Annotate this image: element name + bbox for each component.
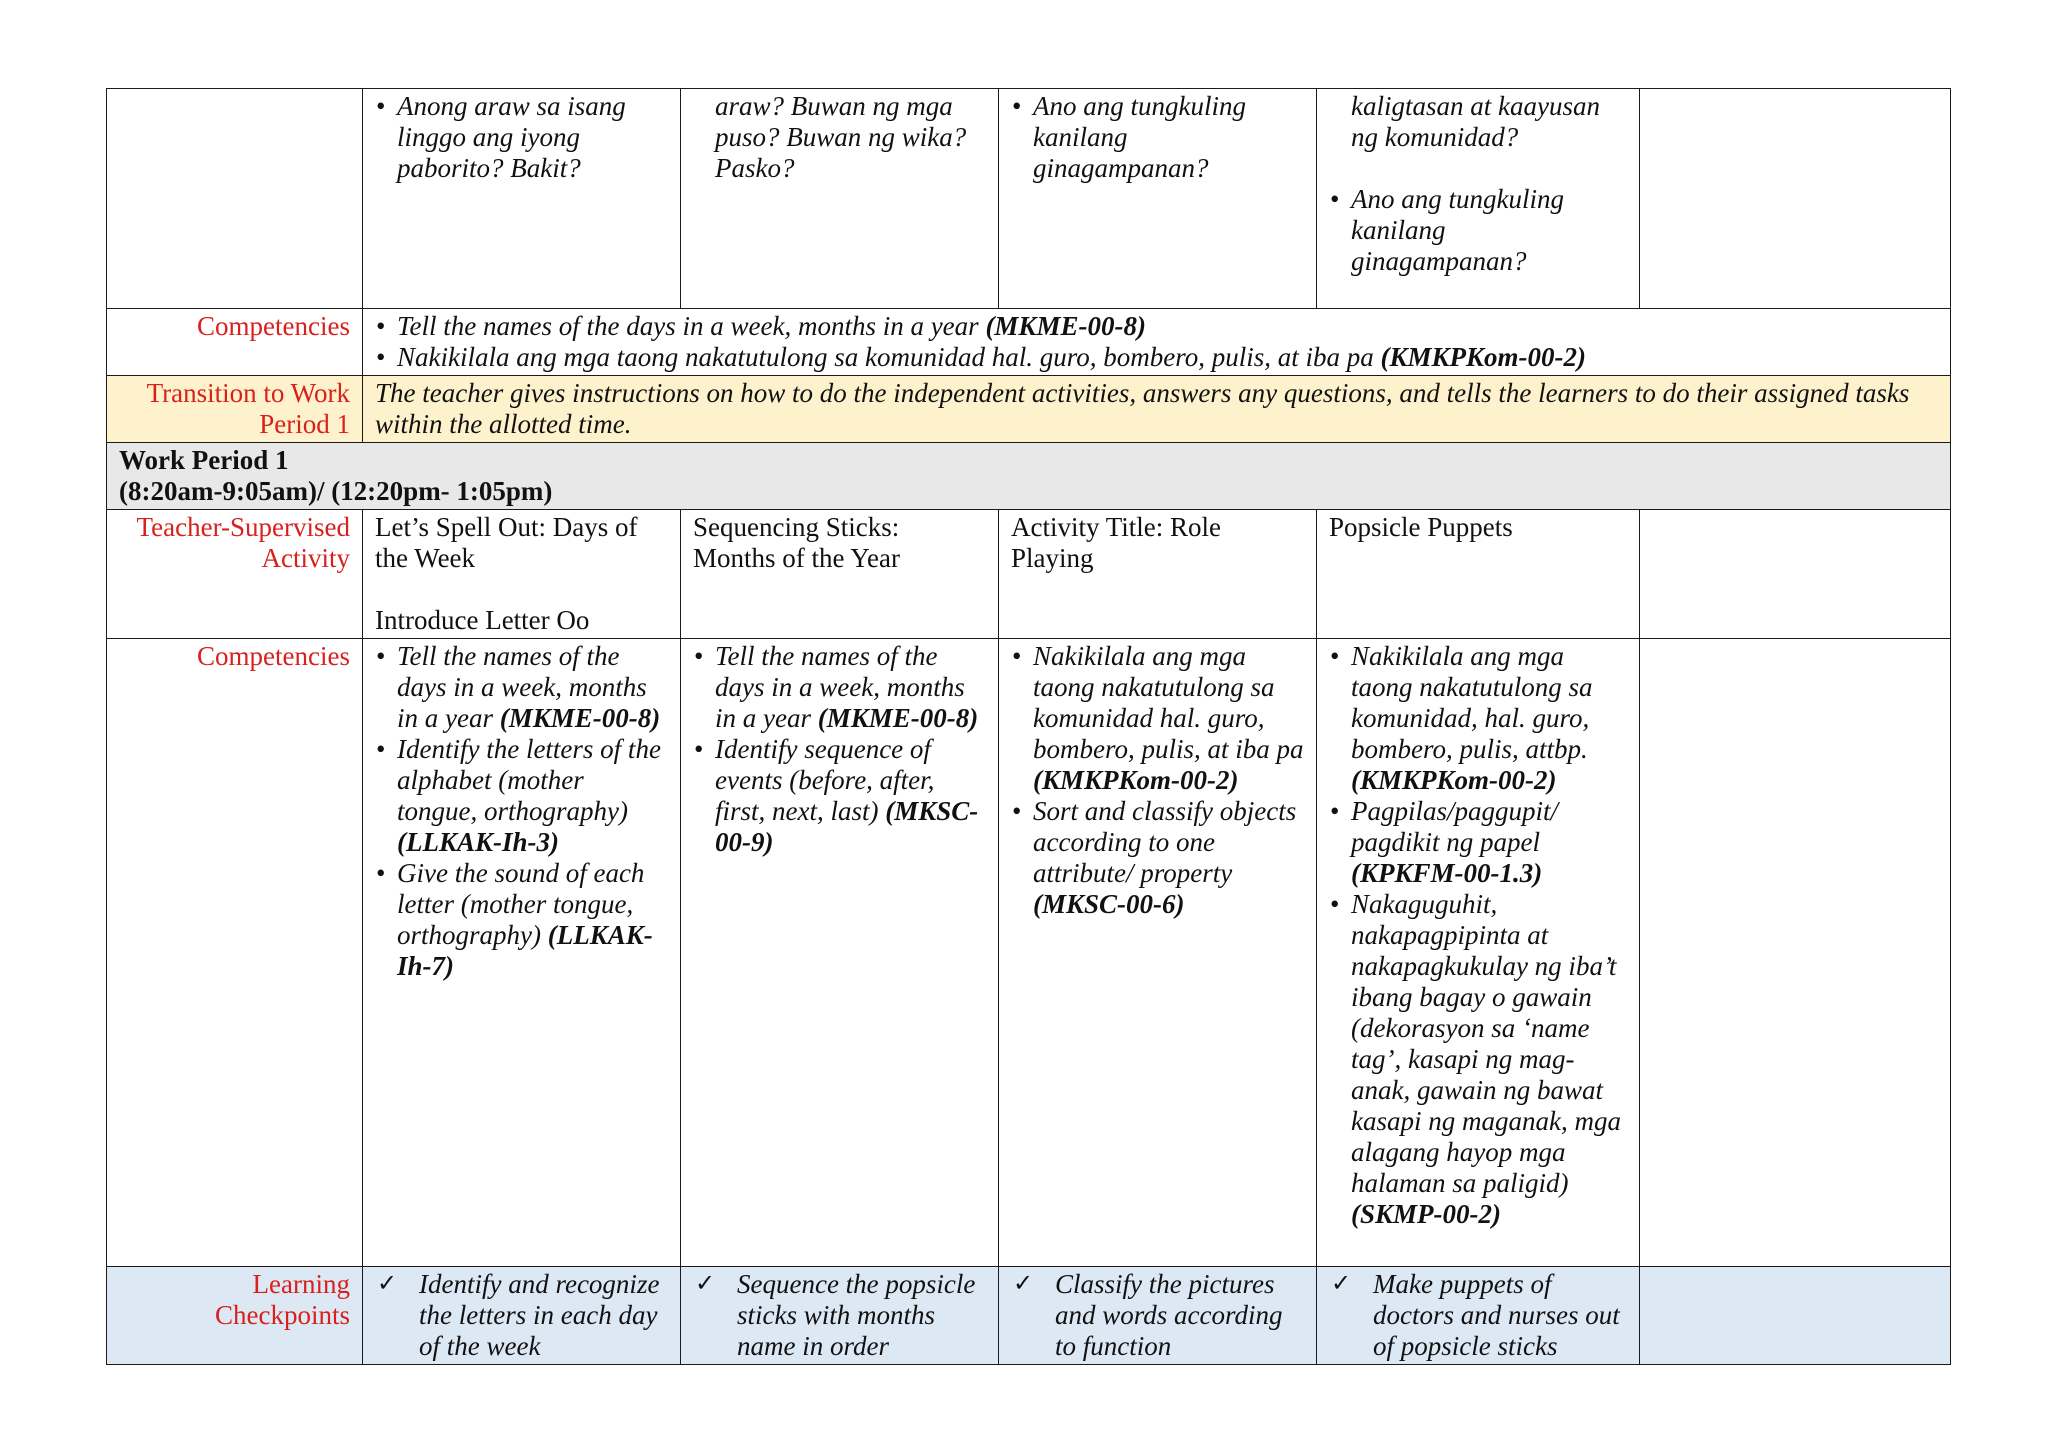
checkpoint-item: ✓ Make puppets of doctors and nurses out of popsicle sticks bbox=[1373, 1269, 1627, 1362]
question-list bbox=[1329, 184, 1627, 277]
work-period-header-row bbox=[107, 443, 1951, 510]
empty-cell bbox=[1640, 510, 1951, 639]
checkpoint-item: ✓ Classify the pictures and words according to function bbox=[1055, 1269, 1304, 1362]
competency-list bbox=[375, 641, 668, 982]
row-label: Transition to Work Period 1 bbox=[107, 376, 363, 443]
competencies-row bbox=[107, 309, 1951, 376]
activity-title: Popsicle Puppets bbox=[1329, 512, 1513, 542]
competency-item: • Nakikilala ang mga taong nakatutulong sa komunidad, hal. guro, bombero, pulis, attbp. (KMKPKom-00-2) bbox=[1351, 641, 1627, 796]
competency-list bbox=[1011, 641, 1304, 920]
competency-code: (SKMP-00-2) bbox=[1351, 1199, 1501, 1229]
checkpoints-row bbox=[107, 1267, 1951, 1365]
competency-item: • Tell the names of the days in a week, months in a year (MKME-00-8) bbox=[715, 641, 986, 734]
empty-cell bbox=[1640, 89, 1951, 309]
activity-col2 bbox=[681, 510, 999, 639]
questions-col1 bbox=[363, 89, 681, 309]
question-item: • Ano ang tungkuling kanilang ginagampanan? bbox=[1351, 184, 1627, 277]
competency-code: (KMKPKom-00-2) bbox=[1351, 765, 1557, 795]
checkpoint-list bbox=[1329, 1269, 1627, 1362]
row-label: Competencies bbox=[107, 639, 363, 1267]
activity-col1 bbox=[363, 510, 681, 639]
competencies-col2 bbox=[681, 639, 999, 1267]
questions-row bbox=[107, 89, 1951, 309]
checkpoint-item: ✓ Identify and recognize the letters in each day of the week bbox=[419, 1269, 668, 1362]
question-continuation: kaligtasan at kaayusan ng komunidad? bbox=[1351, 91, 1600, 152]
competency-code: (MKME-00-8) bbox=[817, 703, 979, 733]
question-item: • Ano ang tungkuling kanilang ginagampanan? bbox=[1033, 91, 1304, 184]
question-item: • Anong araw sa isang linggo ang iyong paborito? Bakit? bbox=[397, 91, 668, 184]
activity-row bbox=[107, 510, 1951, 639]
lesson-plan-table bbox=[106, 88, 1951, 1365]
question-continuation: araw? Buwan ng mga puso? Buwan ng wika? Pasko? bbox=[715, 91, 967, 183]
competencies-col3 bbox=[999, 639, 1317, 1267]
work-period-title: Work Period 1 bbox=[119, 445, 289, 475]
empty-label-cell bbox=[107, 89, 363, 309]
competency-item: • Nakikilala ang mga taong nakatutulong sa komunidad hal. guro, bombero, pulis, at iba pa (KMKPKom-00-2) bbox=[1033, 641, 1304, 796]
competency-item: • Pagpilas/paggupit/ pagdikit ng papel (KPKFM-00-1.3) bbox=[1351, 796, 1627, 889]
competency-code: (LLKAK-Ih-7) bbox=[397, 920, 653, 981]
work-period-time: (8:20am-9:05am)/ (12:20pm- 1:05pm) bbox=[119, 476, 553, 506]
competency-item: • Tell the names of the days in a week, months in a year (MKME-00-8) bbox=[397, 641, 668, 734]
checkpoint-list bbox=[1011, 1269, 1304, 1362]
checkpoint-list bbox=[375, 1269, 668, 1362]
checkpoint-list bbox=[693, 1269, 986, 1362]
competencies-cell bbox=[363, 309, 1951, 376]
competencies-col1 bbox=[363, 639, 681, 1267]
activity-title: Let’s Spell Out: Days of the Week bbox=[375, 512, 638, 573]
competency-code: (MKME-00-8) bbox=[499, 703, 661, 733]
question-list bbox=[375, 91, 668, 184]
competencies-row-2 bbox=[107, 639, 1951, 1267]
activity-col3 bbox=[999, 510, 1317, 639]
row-label: Teacher-Supervised Activity bbox=[107, 510, 363, 639]
competency-item: • Identify the letters of the alphabet (mother tongue, orthography) (LLKAK-Ih-3) bbox=[397, 734, 668, 858]
competency-item: • Sort and classify objects according to one attribute/ property (MKSC-00-6) bbox=[1033, 796, 1304, 920]
competency-item: • Identify sequence of events (before, after, first, next, last) (MKSC-00-9) bbox=[715, 734, 986, 858]
transition-text: The teacher gives instructions on how to do the independent activities, answers any questions, and tells the learners to do their assigned tasks within the allotted time. bbox=[363, 376, 1951, 443]
competency-list bbox=[693, 641, 986, 858]
questions-col4 bbox=[1317, 89, 1640, 309]
checkpoint-col1 bbox=[363, 1267, 681, 1365]
checkpoint-col2 bbox=[681, 1267, 999, 1365]
questions-col2 bbox=[681, 89, 999, 309]
transition-row bbox=[107, 376, 1951, 443]
competency-code: (LLKAK-Ih-3) bbox=[397, 827, 559, 857]
competency-code: (KMKPKom-00-2) bbox=[1380, 342, 1586, 372]
empty-cell bbox=[1640, 1267, 1951, 1365]
empty-cell bbox=[1640, 639, 1951, 1267]
competency-code: (KMKPKom-00-2) bbox=[1033, 765, 1239, 795]
question-list bbox=[1011, 91, 1304, 184]
row-label: Competencies bbox=[107, 309, 363, 376]
row-label: Learning Checkpoints bbox=[107, 1267, 363, 1365]
competency-code: (MKSC-00-6) bbox=[1033, 889, 1185, 919]
competency-list bbox=[375, 311, 1938, 373]
activity-subtitle: Introduce Letter Oo bbox=[375, 605, 590, 635]
competency-item: • Give the sound of each letter (mother tongue, orthography) (LLKAK-Ih-7) bbox=[397, 858, 668, 982]
activity-title: Activity Title: Role Playing bbox=[1011, 512, 1222, 573]
competency-code: (MKME-00-8) bbox=[985, 311, 1146, 341]
competency-item: • Nakikilala ang mga taong nakatutulong sa komunidad hal. guro, bombero, pulis, at iba pa (KMKPKom-00-2) bbox=[397, 342, 1938, 373]
questions-col3 bbox=[999, 89, 1317, 309]
checkpoint-col3 bbox=[999, 1267, 1317, 1365]
checkpoint-item: ✓ Sequence the popsicle sticks with months name in order bbox=[737, 1269, 986, 1362]
checkpoint-col4 bbox=[1317, 1267, 1640, 1365]
competency-item: • Nakaguguhit, nakapagpipinta at nakapagkukulay ng iba’t ibang bagay o gawain (dekorasyon sa ‘name tag’, kasapi ng mag-anak, gawain ng bawat kasapi ng maganak, mga alagang hayop mga halaman sa paligid) (SKMP-00-2) bbox=[1351, 889, 1627, 1230]
work-period-header bbox=[107, 443, 1951, 510]
activity-title: Sequencing Sticks: Months of the Year bbox=[693, 512, 900, 573]
activity-col4 bbox=[1317, 510, 1640, 639]
competency-list bbox=[1329, 641, 1627, 1230]
competency-code: (MKSC-00-9) bbox=[715, 796, 979, 857]
competency-code: (KPKFM-00-1.3) bbox=[1351, 858, 1543, 888]
competency-item: • Tell the names of the days in a week, months in a year (MKME-00-8) bbox=[397, 311, 1938, 342]
competencies-col4 bbox=[1317, 639, 1640, 1267]
